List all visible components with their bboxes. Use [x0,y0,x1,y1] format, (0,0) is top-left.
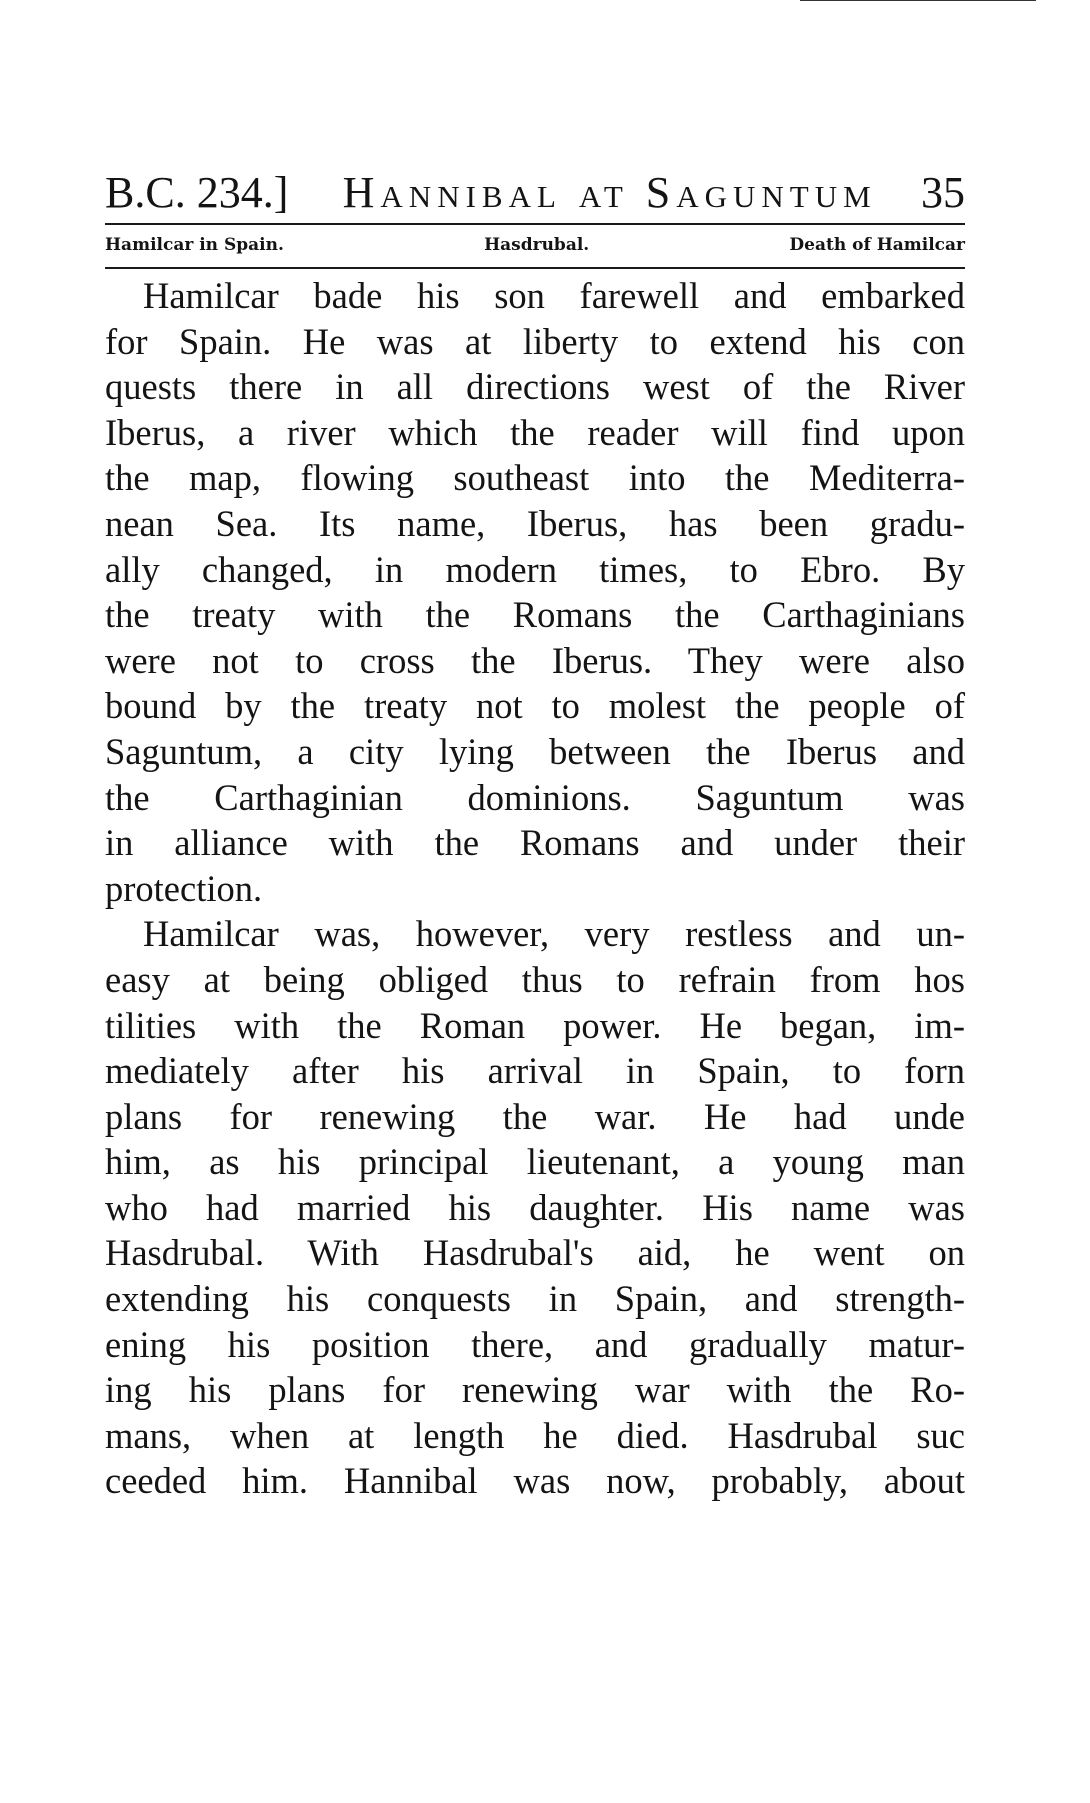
text-line: easy at being obliged thus to refrain from hos [105,958,965,1000]
text-line: the Carthaginian dominions. Saguntum was [105,776,965,818]
text-line: tilities with the Roman power. He began, im- [105,1004,965,1046]
topic-line [105,225,965,267]
text-line: Hamilcar bade his son farewell and embarked [143,275,965,316]
text-line: the map, flowing southeast into the Mediterra- [105,457,965,499]
text-line: who had married his daughter. His name was [105,1186,965,1228]
header-title: Hannibal at Saguntum [342,168,877,217]
text-line: the treaty with the Romans the Carthaginians [105,594,965,636]
text-line: bound by the treaty not to molest the people of [105,685,965,727]
text-line: in alliance with the Romans and under their [105,822,965,864]
text-line: protection. [105,867,263,909]
header-date: B.C. 234.] [105,168,289,217]
page-number: 35 [921,168,965,217]
text-line: him, as his principal lieutenant, a young man [105,1141,965,1183]
text-line: ing his plans for renewing war with the Ro- [105,1369,965,1411]
paragraph-1 [105,273,965,911]
text-line: Saguntum, a city lying between the Iberus and [105,730,965,772]
text-line: Iberus, a river which the reader will find upon [105,411,965,453]
body-text [105,273,965,1504]
book-page [105,165,965,1504]
text-line: mediately after his arrival in Spain, to forn [105,1050,965,1092]
text-line: ally changed, in modern times, to Ebro. By [105,548,965,590]
text-line: extending his conquests in Spain, and strength- [105,1278,965,1320]
topic-left: Hamilcar in Spain. [105,235,284,255]
text-line: mans, when at length he died. Hasdrubal suc [105,1414,965,1456]
text-line: were not to cross the Iberus. They were also [105,639,965,681]
text-line: quests there in all directions west of the River [105,366,965,408]
text-line: for Spain. He was at liberty to extend his con [105,320,965,362]
paragraph-2 [105,911,965,1504]
text-line: ening his position there, and gradually matur- [105,1323,965,1365]
text-line: Hasdrubal. With Hasdrubal's aid, he went on [105,1232,965,1274]
topic-right: Death of Hamilcar [789,235,965,255]
text-line: ceeded him. Hannibal was now, probably, about [105,1460,965,1502]
text-line: Hamilcar was, however, very restless and un- [143,913,965,955]
running-head [105,165,965,223]
corner-rule [800,0,1036,1]
text-line: nean Sea. Its name, Iberus, has been gradu- [105,502,965,544]
text-line: plans for renewing the war. He had unde [105,1095,965,1137]
header-rule-bottom [105,267,965,269]
topic-center: Hasdrubal. [484,235,590,255]
